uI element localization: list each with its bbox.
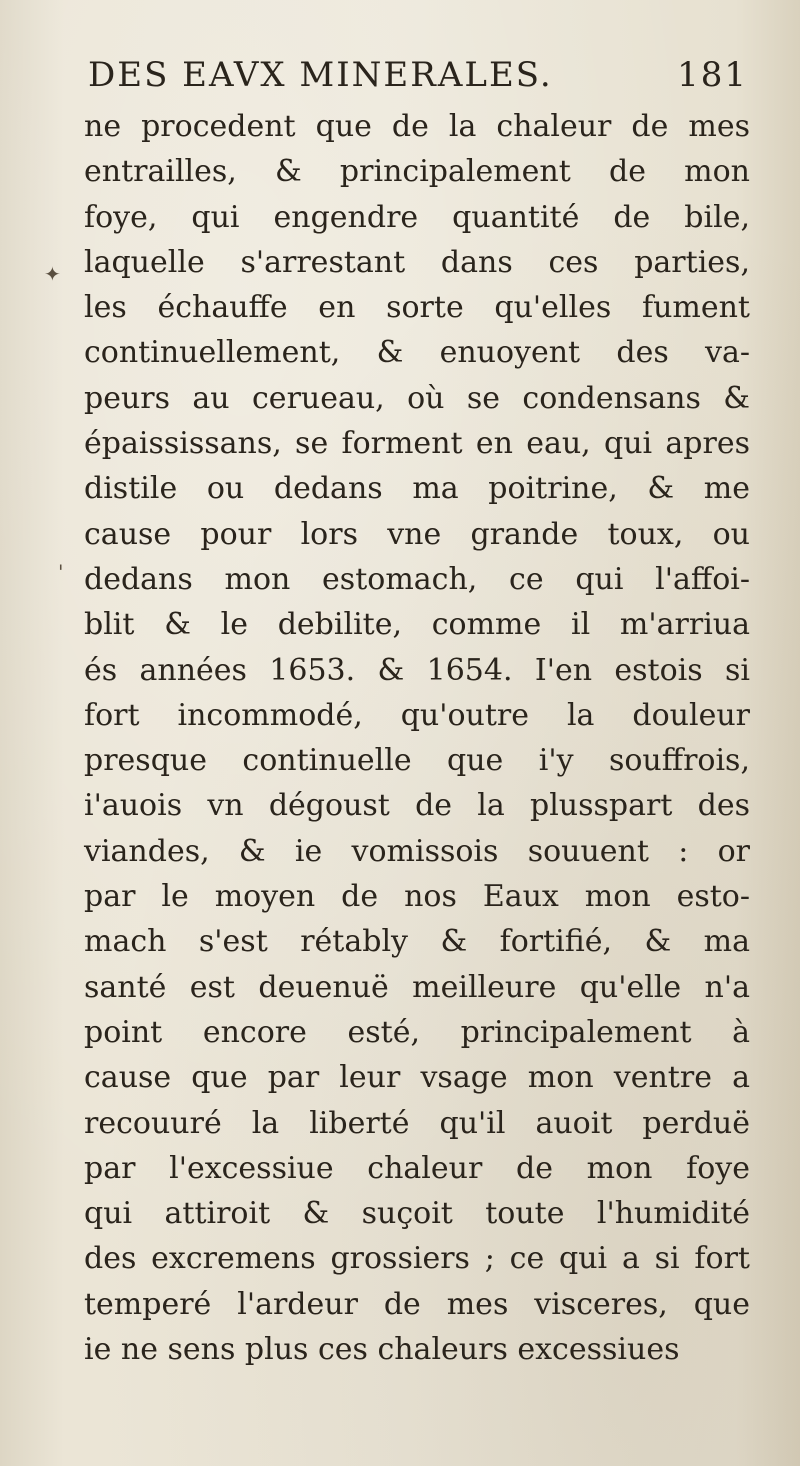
text-line: laquelle s'arrestant dans ces parties,	[84, 244, 750, 280]
text-line: temperé l'ardeur de mes visceres, que	[84, 1286, 750, 1322]
text-line: entrailles, & principalement de mon	[84, 154, 750, 190]
text-line: mach s'est rétably & fortifié, & ma	[84, 924, 750, 960]
text-line: ie ne sens plus ces chaleurs excessiues	[84, 1332, 680, 1368]
text-line: i'auois vn dégoust de la plusspart des	[84, 788, 750, 824]
text-line: distile ou dedans ma poitrine, & me	[84, 471, 750, 507]
text-line: les échauffe en sorte qu'elles fument	[84, 290, 750, 326]
text-line: peurs au cerueau, où se condensans &	[84, 380, 750, 416]
text-line: dedans mon estomach, ce qui l'affoi-	[84, 561, 750, 597]
text-line: fort incommodé, qu'outre la douleur	[84, 697, 750, 733]
text-line: par l'excessiue chaleur de mon foye	[84, 1150, 750, 1186]
running-title: DES EAVX MINERALES.	[88, 55, 553, 95]
margin-mark: '	[58, 560, 64, 584]
text-line: des excremens grossiers ; ce qui a si fort	[84, 1241, 750, 1277]
text-line: continuellement, & enuoyent des va-	[84, 335, 750, 371]
body-text	[84, 104, 750, 1372]
text-line: foye, qui engendre quantité de bile,	[84, 199, 750, 235]
text-line: ne procedent que de la chaleur de mes	[84, 109, 750, 144]
text-line: recouuré la liberté qu'il auoit perduë	[84, 1105, 750, 1141]
page-header	[88, 50, 748, 100]
text-line: qui attiroit & suçoit toute l'humidité	[84, 1196, 750, 1232]
text-line: épaississans, se forment en eau, qui apres	[84, 426, 750, 462]
text-line: par le moyen de nos Eaux mon esto-	[84, 879, 750, 915]
margin-mark: ✦	[44, 262, 61, 286]
text-line: presque continuelle que i'y souffrois,	[84, 743, 750, 779]
text-line: viandes, & ie vomissois souuent : or	[84, 833, 750, 869]
text-line: point encore esté, principalement à	[84, 1014, 750, 1050]
page-number: 181	[677, 55, 748, 95]
text-line: blit & le debilite, comme il m'arriua	[84, 607, 750, 643]
text-line: és années 1653. & 1654. I'en estois si	[84, 652, 750, 688]
text-line: cause que par leur vsage mon ventre a	[84, 1060, 750, 1096]
text-line: cause pour lors vne grande toux, ou	[84, 516, 750, 552]
text-line: santé est deuenuë meilleure qu'elle n'a	[84, 969, 750, 1005]
